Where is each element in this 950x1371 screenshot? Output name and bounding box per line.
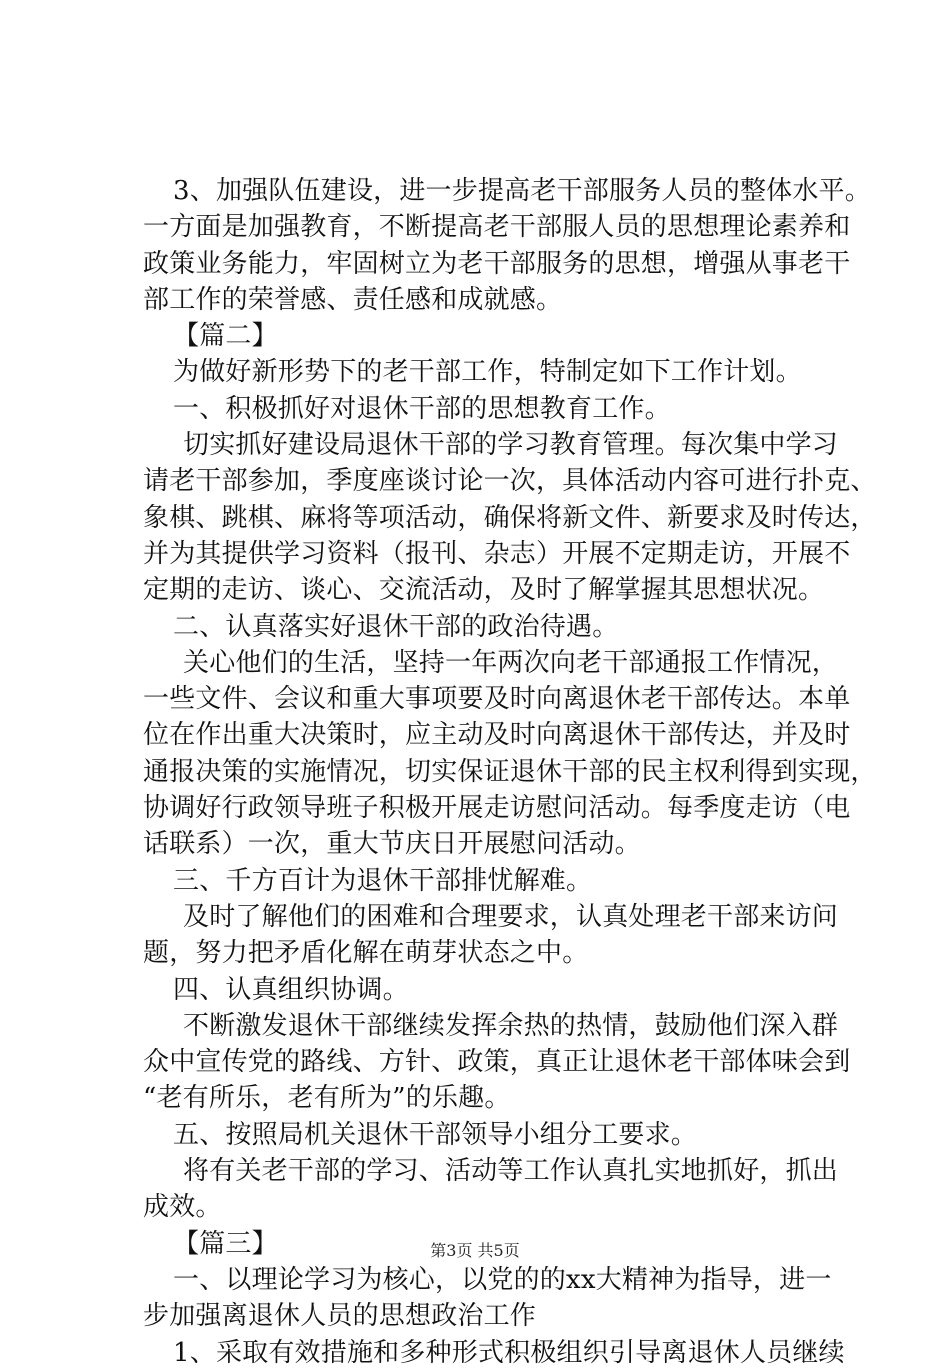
page-footer: 第3页 共5页 xyxy=(430,1241,520,1260)
text-line: 不断激发退休干部继续发挥余热的热情，鼓励他们深入群 xyxy=(183,1010,839,1041)
text-line: 关心他们的生活，坚持一年两次向老干部通报工作情况， xyxy=(183,647,839,678)
text-line: 成效。 xyxy=(143,1192,222,1223)
text-line: 话联系）一次，重大节庆日开展慰问活动。 xyxy=(143,829,641,860)
text-line: 一、积极抓好对退休干部的思想教育工作。 xyxy=(173,393,671,424)
text-line: 三、千方百计为退休干部排忧解难。 xyxy=(173,865,593,896)
text-line: 步加强离退休人员的思想政治工作 xyxy=(143,1301,537,1332)
text-line: 并为其提供学习资料（报刊、杂志）开展不定期走访，开展不 xyxy=(143,538,851,569)
text-line: 一方面是加强教育，不断提高老干部服人员的思想理论素养和 xyxy=(143,212,851,243)
text-line: 题，努力把矛盾化解在萌芽状态之中。 xyxy=(143,938,589,969)
text-line: 政策业务能力，牢固树立为老干部服务的思想，增强从事老干 xyxy=(143,248,851,279)
text-line: 请老干部参加，季度座谈讨论一次，具体活动内容可进行扑克、 xyxy=(143,466,877,497)
text-line: 协调好行政领导班子积极开展走访慰问活动。每季度走访（电 xyxy=(143,793,851,824)
text-line: 【篇二】 xyxy=(173,321,278,352)
text-line: 五、按照局机关退休干部领导小组分工要求。 xyxy=(173,1119,698,1150)
text-line: 一、以理论学习为核心，以党的的xx大精神为指导，进一 xyxy=(173,1264,832,1295)
text-line: “老有所乐，老有所为”的乐趣。 xyxy=(143,1083,511,1114)
text-line: 定期的走访、谈心、交流活动，及时了解掌握其思想状况。 xyxy=(143,575,825,606)
text-line: 众中宣传党的路线、方针、政策，真正让退休老干部体味会到 xyxy=(143,1047,851,1078)
text-line: 将有关老干部的学习、活动等工作认真扎实地抓好，抓出 xyxy=(183,1156,839,1187)
text-line: 为做好新形势下的老干部工作，特制定如下工作计划。 xyxy=(173,357,802,388)
text-line: 象棋、跳棋、麻将等项活动，确保将新文件、新要求及时传达， xyxy=(143,502,877,533)
text-line: 二、认真落实好退休干部的政治待遇。 xyxy=(173,611,619,642)
text-line: 1、采取有效措施和多种形式积极组织引导离退休人员继续 xyxy=(173,1337,845,1368)
text-line: 位在作出重大决策时，应主动及时向离退休干部传达，并及时 xyxy=(143,720,851,751)
text-line: 切实抓好建设局退休干部的学习教育管理。每次集中学习 xyxy=(183,430,839,461)
text-line: 通报决策的实施情况，切实保证退休干部的民主权利得到实现， xyxy=(143,756,877,787)
text-line: 及时了解他们的困难和合理要求，认真处理老干部来访问 xyxy=(183,901,839,932)
text-line: 部工作的荣誉感、责任感和成就感。 xyxy=(143,284,563,315)
text-line: 3、加强队伍建设，进一步提高老干部服务人员的整体水平。 xyxy=(173,176,871,206)
text-line: 一些文件、会议和重大事项要及时向离退休老干部传达。本单 xyxy=(143,684,851,715)
body-text xyxy=(143,173,877,1371)
text-line: 【篇三】 xyxy=(173,1228,278,1259)
text-line: 四、认真组织协调。 xyxy=(173,974,409,1005)
